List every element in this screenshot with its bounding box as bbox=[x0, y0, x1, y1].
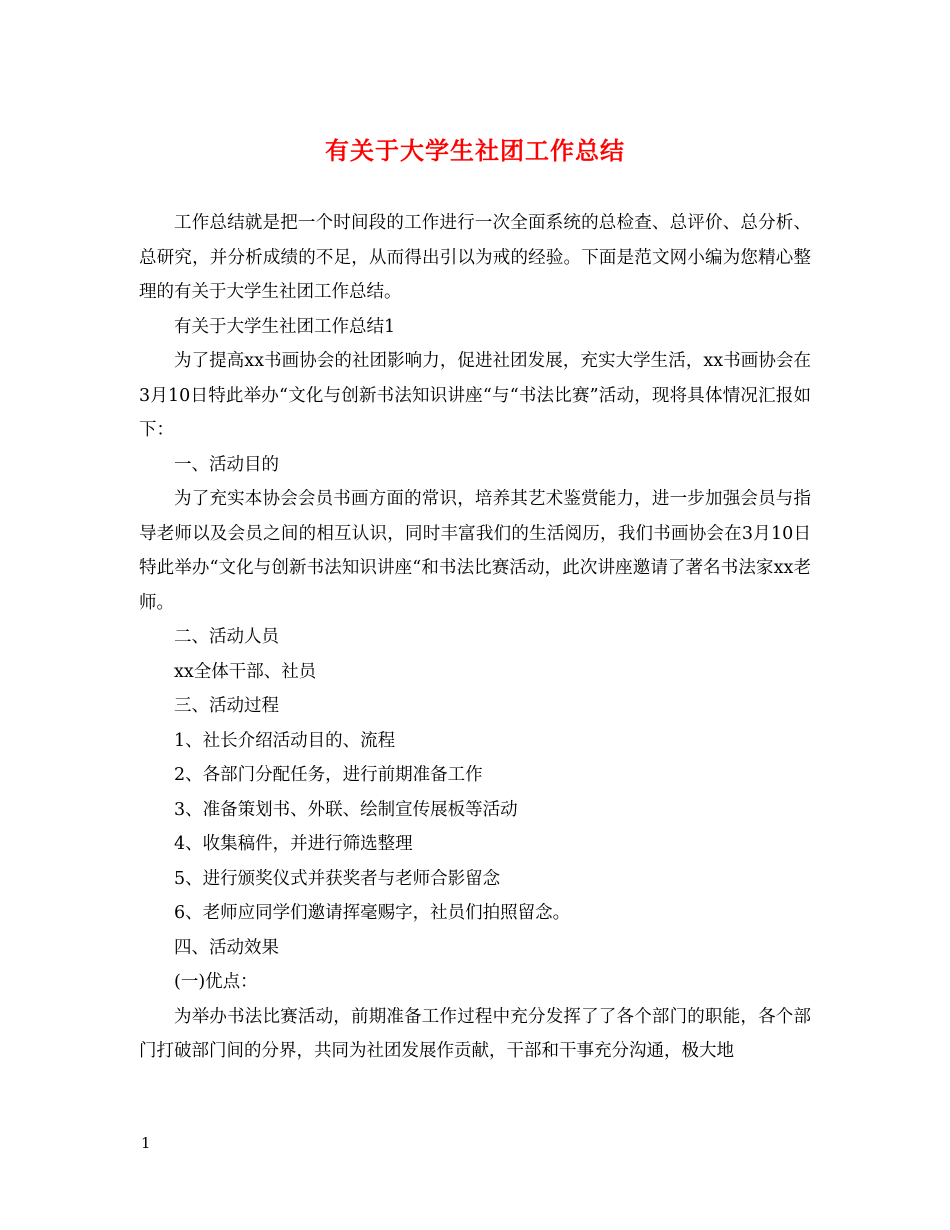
background-paragraph: 为了提高xx书画协会的社团影响力，促进社团发展，充实大学生活，xx书画协会在3月10日特此举办“文化与创新书法知识讲座“与“书法比赛”活动，现将具体情况汇报如下： bbox=[139, 351, 811, 440]
section-heading-participants: 二、活动人员 bbox=[174, 627, 279, 647]
subheading-strengths: (一)优点： bbox=[174, 972, 258, 992]
section-heading-effect: 四、活动效果 bbox=[174, 937, 279, 958]
intro-paragraph: 工作总结就是把一个时间段的工作进行一次全面系统的总检查、总评价、总分析、总研究，并分析成绩的不足，从而得出引以为戒的经验。下面是范文网小编为您精心整理的有关于大学生社团工作总结。 bbox=[139, 213, 811, 302]
section-heading-summary-1: 有关于大学生社团工作总结1 bbox=[174, 316, 396, 337]
process-step-2: 2、各部门分配任务，进行前期准备工作 bbox=[174, 765, 483, 785]
process-step-3: 3、准备策划书、外联、绘制宣传展板等活动 bbox=[174, 799, 518, 820]
page-number: 1 bbox=[141, 1134, 151, 1152]
strengths-paragraph: 为举办书法比赛活动，前期准备工作过程中充分发挥了了各个部门的职能，各个部门打破部门间的分界，共同为社团发展作贡献，干部和干事充分沟通，极大地 bbox=[139, 1006, 811, 1061]
process-step-1: 1、社长介绍活动目的、流程 bbox=[174, 730, 396, 751]
process-step-5: 5、进行颁奖仪式并获奖者与老师合影留念 bbox=[174, 868, 501, 889]
purpose-paragraph: 为了充实本协会会员书画方面的常识，培养其艺术鉴赏能力，进一步加强会员与指导老师以及会员之间的相互认识，同时丰富我们的生活阅历，我们书画协会在3月10日特此举办“文化与创新书法知识讲座“和书法比赛活动，此次讲座邀请了著名书法家xx老师。 bbox=[139, 489, 811, 613]
process-step-4: 4、收集稿件，并进行筛选整理 bbox=[174, 834, 413, 854]
process-step-6: 6、老师应同学们邀请挥毫赐字，社员们拍照留念。 bbox=[174, 903, 571, 923]
section-heading-process: 三、活动过程 bbox=[174, 696, 279, 716]
document-body bbox=[139, 206, 811, 1069]
document-title: 有关于大学生社团工作总结 bbox=[325, 136, 625, 165]
section-heading-purpose: 一、活动目的 bbox=[174, 454, 279, 475]
participants-paragraph: xx全体干部、社员 bbox=[174, 661, 317, 682]
